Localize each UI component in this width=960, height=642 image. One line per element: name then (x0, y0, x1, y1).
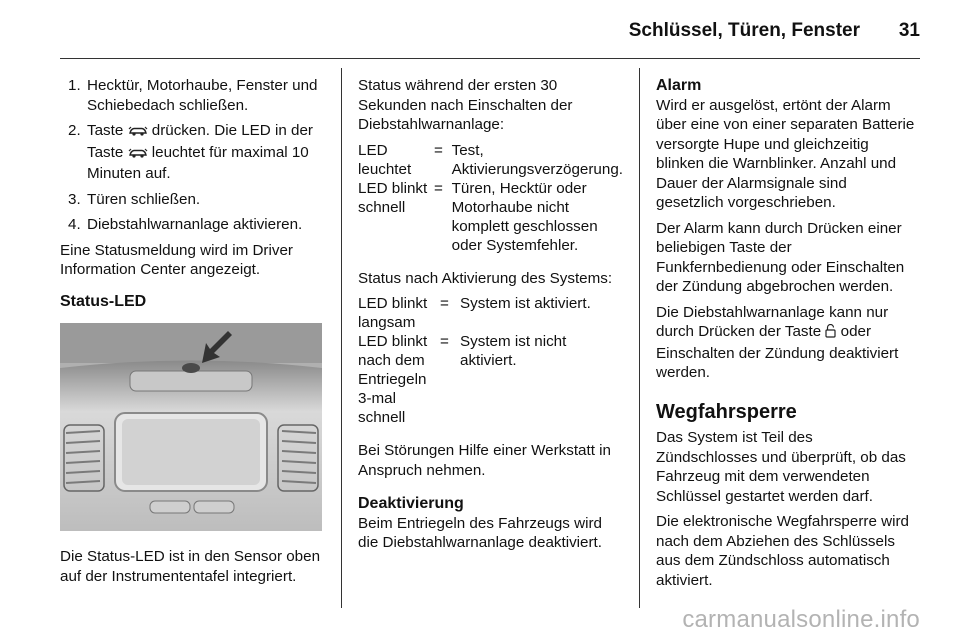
dashboard-photo (60, 323, 322, 531)
deactivation-text: Beim Entriegeln des Fahrzeugs wird die Diebstahlwarnanlage deaktiviert. (358, 514, 602, 551)
car-alarm-icon (128, 145, 148, 165)
status-table-first (358, 141, 623, 255)
status-message-text: Eine Statusmeldung wird im Driver Information Center angezeigt. (60, 241, 293, 278)
step-4: 4. Diebstahlwarnanlage aktivieren. (68, 216, 303, 233)
column-left (60, 76, 325, 592)
immobilizer-paragraph-1: Das System ist Teil des Zündschlosses und überprüft, ob das Fahrzeug mit dem verwendeten Schlüssel gestartet werden darf. (656, 429, 906, 505)
step-1: 1. Hecktür, Motorhaube, Fenster und Schiebedach schließen. (68, 77, 318, 114)
page-number: 31 (898, 20, 920, 41)
watermark: carmanualsonline.info (682, 606, 920, 633)
column-middle (358, 76, 623, 559)
activation-steps (60, 76, 325, 235)
header-rule (60, 58, 920, 59)
table-row: LED blinkt schnell = Türen, Hecktür oder Motorhaube nicht komplett geschlossen oder Systemfehler. (358, 179, 598, 254)
alarm-paragraph-2: Der Alarm kann durch Drücken einer beliebigen Taste der Funkfernbedienung oder Einschalten der Zündung abgebrochen werden. (656, 219, 905, 295)
column-rule-2 (639, 68, 640, 608)
status-table-second (358, 294, 623, 427)
immobilizer-paragraph-2: Die elektronische Wegfahrsperre wird nach dem Abziehen des Schlüssels aus dem Zündschloss automatisch aktiviert. (656, 513, 909, 589)
column-rule-1 (341, 68, 342, 608)
help-text: Bei Störungen Hilfe einer Werkstatt in Anspruch nehmen. (358, 442, 611, 479)
step-2: 2. Taste drücken. Die LED in der Taste leuchtet für maximal 10 Minuten auf. (68, 122, 313, 182)
padlock-open-icon (825, 324, 836, 344)
alarm-paragraph-3: Die Diebstahlwarnanlage kann nur durch Drücken der Taste oder Einschalten der Zündung deaktiviert werden. (656, 303, 899, 381)
car-alarm-icon (128, 123, 148, 143)
immobilizer-heading: Wegfahrsperre (656, 400, 797, 423)
status-led-heading: Status-LED (60, 292, 147, 310)
table-row: LED blinkt nach dem Entriegeln 3-mal schnell = System ist nicht aktiviert. (358, 333, 567, 426)
step-3: 3. Türen schließen. (68, 190, 201, 208)
status-led-caption: Die Status-LED ist in den Sensor oben auf der Instrumententafel integriert. (60, 548, 321, 585)
alarm-paragraph-1: Wird er ausgelöst, ertönt der Alarm über eine von einer separaten Batterie versorgte Hupe und gleichzeitig blinken die Warnblinker. Anzahl und Dauer der Alarmsignale sind gesetzlich vorgeschrieben. (656, 96, 915, 211)
deactivation-heading: Deaktivierung (358, 495, 464, 512)
status-intro-second: Status nach Aktivierung des Systems: (358, 269, 613, 287)
header-title: Schlüssel, Türen, Fenster (628, 20, 860, 41)
status-intro-first: Status während der ersten 30 Sekunden nach Einschalten der Diebstahlwarnanlage: (358, 77, 573, 133)
table-row: LED blinkt langsam = System ist aktiviert. (358, 295, 591, 331)
column-right (656, 76, 918, 596)
table-row: LED leuchtet = Test, Aktivierungsverzögerung. (358, 141, 623, 178)
alarm-heading: Alarm (656, 77, 702, 94)
